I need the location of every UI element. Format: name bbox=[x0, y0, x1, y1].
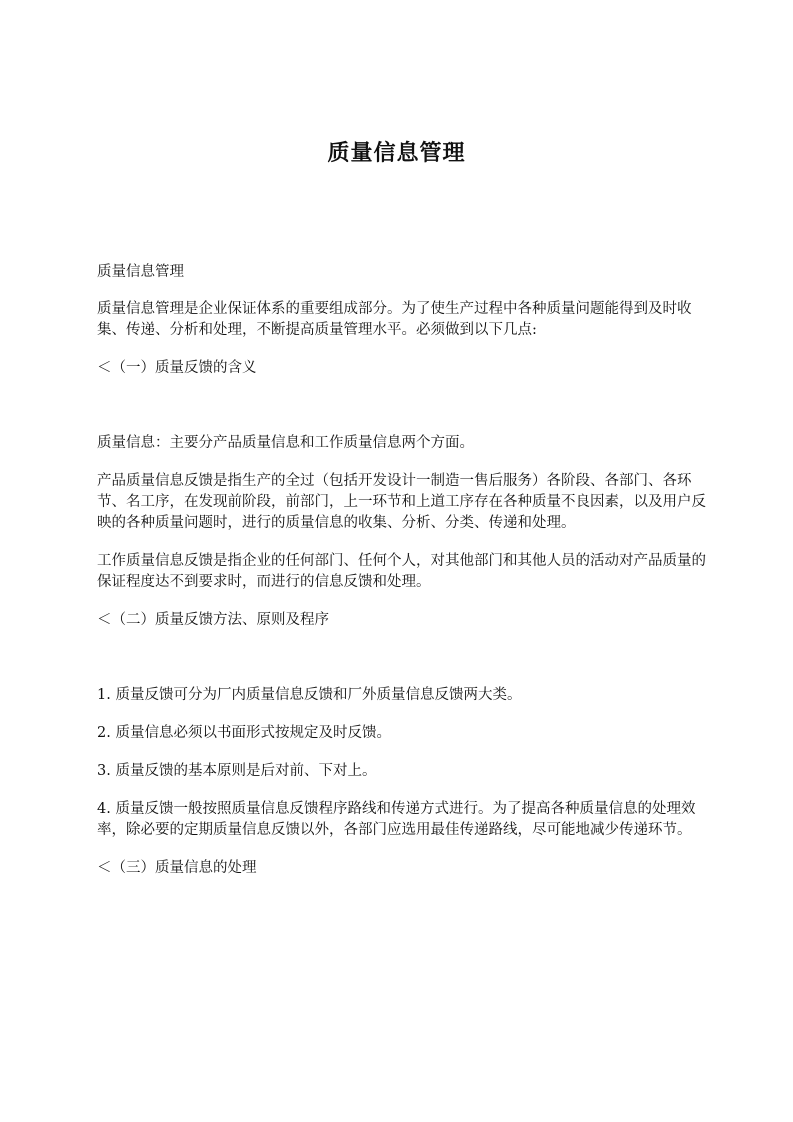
list-item-2: 2. 质量信息必须以书面形式按规定及时反馈。 bbox=[97, 725, 391, 741]
section-heading-1: ＜（一）质量反馈的含义 bbox=[97, 360, 257, 376]
section-heading-3: ＜（三）质量信息的处理 bbox=[97, 860, 257, 876]
document-body bbox=[97, 262, 709, 879]
paragraph-intro: 质量信息管理是企业保证体系的重要组成部分。为了使生产过程中各种质量问题能得到及时收集、传递、分析和处理，不断提高质量管理水平。必须做到以下几点: bbox=[97, 301, 692, 338]
paragraph-quality-info: 质量信息：主要分产品质量信息和工作质量信息两个方面。 bbox=[97, 435, 474, 451]
paragraph-heading: 质量信息管理 bbox=[97, 264, 184, 280]
list-item-4: 4. 质量反馈一般按照质量信息反馈程序路线和传递方式进行。为了提高各种质量信息的处理效率，除必要的定期质量信息反馈以外，各部门应选用最佳传递路线，尽可能地减少传递环节。 bbox=[97, 801, 696, 838]
list-item-1: 1. 质量反馈可分为厂内质量信息反馈和厂外质量信息反馈两大类。 bbox=[97, 687, 522, 703]
list-item-3: 3. 质量反馈的基本原则是后对前、下对上。 bbox=[97, 763, 377, 779]
paragraph-product-feedback: 产品质量信息反馈是指生产的全过（包括开发设计一制造一售后服务）各阶段、各部门、各环节、名工序，在发现前阶段，前部门，上一环节和上道工序存在各种质量不良因素，以及用户反映的各种质量问题时，进行的质量信息的收集、分析、分类、传递和处理。 bbox=[97, 473, 706, 531]
paragraph-work-feedback: 工作质量信息反馈是指企业的任何部门、任何个人，对其他部门和其他人员的活动对产品质量的保证程度达不到要求时，而进行的信息反馈和处理。 bbox=[97, 553, 706, 590]
section-heading-2: ＜（二）质量反馈方法、原则及程序 bbox=[97, 612, 329, 628]
document-title: 质量信息管理 bbox=[327, 141, 466, 166]
